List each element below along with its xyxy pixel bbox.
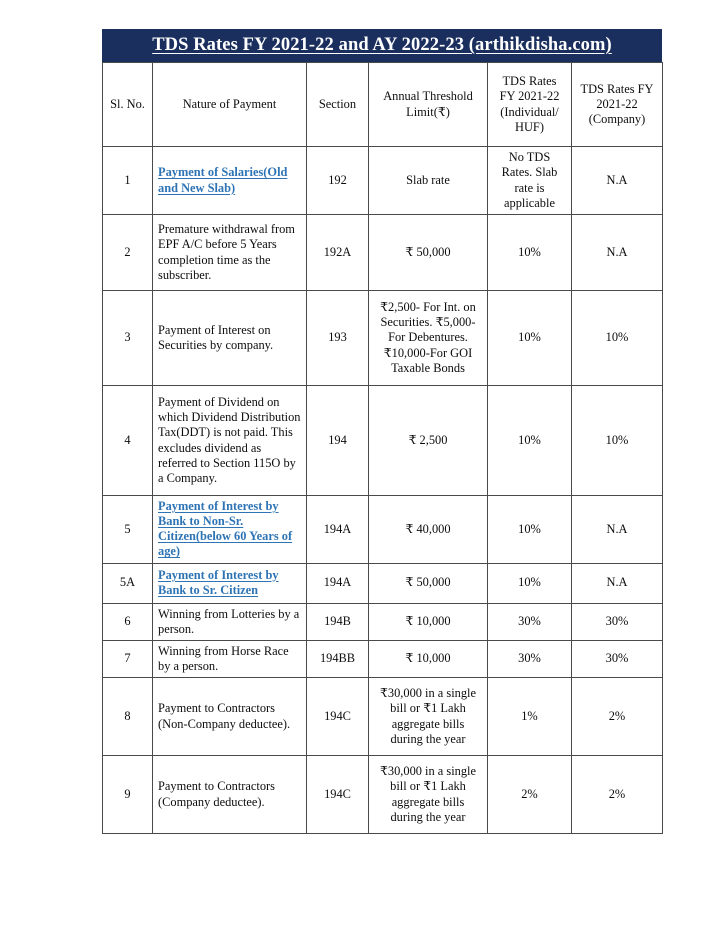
cell-annual-threshold-limit: ₹ 40,000 xyxy=(369,496,488,564)
cell-sl-no: 4 xyxy=(103,386,153,496)
cell-tds-rate-individual: 30% xyxy=(488,640,572,677)
cell-tds-rate-individual: 2% xyxy=(488,756,572,834)
cell-annual-threshold-limit: Slab rate xyxy=(369,147,488,215)
column-header-sl-no-label: Sl. No. xyxy=(110,96,145,111)
cell-section: 194BB xyxy=(307,640,369,677)
cell-nature-of-payment: Winning from Horse Race by a person. xyxy=(153,640,307,677)
cell-tds-rate-individual: 10% xyxy=(488,215,572,291)
cell-tds-rate-company: 10% xyxy=(572,291,663,386)
table-header-row xyxy=(103,63,663,147)
cell-nature-of-payment xyxy=(153,496,307,564)
cell-section: 194 xyxy=(307,386,369,496)
cell-tds-rate-company: 30% xyxy=(572,640,663,677)
cell-tds-rate-company: 10% xyxy=(572,386,663,496)
column-header-tds-rates-individual-huf-line3: (Individual/ xyxy=(500,104,559,119)
cell-annual-threshold-limit: ₹ 10,000 xyxy=(369,640,488,677)
table-header xyxy=(103,63,663,147)
cell-sl-no: 2 xyxy=(103,215,153,291)
column-header-tds-rates-company-line3: (Company) xyxy=(588,112,646,127)
cell-sl-no: 5 xyxy=(103,496,153,564)
cell-section: 194C xyxy=(307,756,369,834)
nature-of-payment-link[interactable]: Payment of Salaries(Old and New Slab) xyxy=(158,165,288,195)
cell-sl-no: 9 xyxy=(103,756,153,834)
cell-annual-threshold-limit: ₹ 50,000 xyxy=(369,215,488,291)
cell-tds-rate-individual: 10% xyxy=(488,563,572,603)
table-row xyxy=(103,147,663,215)
nature-of-payment-link[interactable]: Payment of Interest by Bank to Non-Sr. Citizen(below 60 Years of age) xyxy=(158,499,293,559)
table-row xyxy=(103,386,663,496)
cell-nature-of-payment: Payment of Dividend on which Dividend Distribution Tax(DDT) is not paid. This excludes dividend as referred to Section 115O by a Company. xyxy=(153,386,307,496)
nature-of-payment-link[interactable]: Payment of Interest by Bank to Sr. Citizen xyxy=(158,567,279,597)
cell-tds-rate-company: N.A xyxy=(572,215,663,291)
cell-annual-threshold-limit: ₹ 50,000 xyxy=(369,563,488,603)
cell-tds-rate-company: 30% xyxy=(572,603,663,640)
cell-tds-rate-individual: 1% xyxy=(488,678,572,756)
cell-annual-threshold-limit: ₹30,000 in a single bill or ₹1 Lakh aggregate bills during the year xyxy=(369,756,488,834)
cell-sl-no: 6 xyxy=(103,603,153,640)
column-header-tds-rates-company xyxy=(572,63,663,147)
cell-sl-no: 7 xyxy=(103,640,153,677)
cell-nature-of-payment: Premature withdrawal from EPF A/C before 5 Years completion time as the subscriber. xyxy=(153,215,307,291)
document-title-bar xyxy=(102,29,662,62)
cell-section: 193 xyxy=(307,291,369,386)
cell-nature-of-payment: Payment of Interest on Securities by company. xyxy=(153,291,307,386)
cell-section: 192 xyxy=(307,147,369,215)
table-row xyxy=(103,563,663,603)
cell-tds-rate-company: 2% xyxy=(572,678,663,756)
cell-annual-threshold-limit: ₹30,000 in a single bill or ₹1 Lakh aggregate bills during the year xyxy=(369,678,488,756)
cell-nature-of-payment: Payment to Contractors (Non-Company deductee). xyxy=(153,678,307,756)
column-header-tds-rates-company-line2: 2021-22 xyxy=(596,96,638,111)
cell-sl-no: 8 xyxy=(103,678,153,756)
cell-sl-no: 5A xyxy=(103,563,153,603)
table-row xyxy=(103,640,663,677)
cell-tds-rate-individual: 10% xyxy=(488,386,572,496)
cell-annual-threshold-limit: ₹2,500- For Int. on Securities. ₹5,000- For Debentures. ₹10,000-For GOI Taxable Bonds xyxy=(369,291,488,386)
table-row xyxy=(103,678,663,756)
column-header-annual-threshold-limit xyxy=(369,63,488,147)
table-row xyxy=(103,291,663,386)
cell-section: 194C xyxy=(307,678,369,756)
table-row xyxy=(103,215,663,291)
column-header-annual-threshold-limit-line2: Limit(₹) xyxy=(406,104,450,119)
cell-nature-of-payment xyxy=(153,147,307,215)
cell-tds-rate-company: N.A xyxy=(572,147,663,215)
cell-annual-threshold-limit: ₹ 10,000 xyxy=(369,603,488,640)
column-header-nature-of-payment-label: Nature of Payment xyxy=(182,96,277,111)
column-header-annual-threshold-limit-line1: Annual Threshold xyxy=(383,89,473,104)
cell-tds-rate-individual: 30% xyxy=(488,603,572,640)
cell-section: 194A xyxy=(307,496,369,564)
page-title: TDS Rates FY 2021-22 and AY 2022-23 (arthikdisha.com) xyxy=(152,35,612,56)
cell-tds-rate-company: 2% xyxy=(572,756,663,834)
cell-section: 194A xyxy=(307,563,369,603)
cell-section: 192A xyxy=(307,215,369,291)
tds-rates-document xyxy=(102,29,662,834)
column-header-section-label: Section xyxy=(318,96,357,111)
column-header-tds-rates-individual-huf xyxy=(488,63,572,147)
column-header-sl-no xyxy=(103,63,153,147)
table-row xyxy=(103,603,663,640)
cell-section: 194B xyxy=(307,603,369,640)
column-header-tds-rates-company-line1: TDS Rates FY xyxy=(580,81,654,96)
cell-tds-rate-company: N.A xyxy=(572,563,663,603)
column-header-tds-rates-individual-huf-line1: TDS Rates xyxy=(502,74,557,89)
tds-rates-table xyxy=(102,62,663,834)
cell-tds-rate-company: N.A xyxy=(572,496,663,564)
cell-nature-of-payment xyxy=(153,563,307,603)
column-header-tds-rates-individual-huf-line4: HUF) xyxy=(515,119,544,134)
table-body xyxy=(103,147,663,834)
cell-annual-threshold-limit: ₹ 2,500 xyxy=(369,386,488,496)
cell-sl-no: 1 xyxy=(103,147,153,215)
column-header-tds-rates-individual-huf-line2: FY 2021-22 xyxy=(499,89,560,104)
cell-sl-no: 3 xyxy=(103,291,153,386)
column-header-nature-of-payment xyxy=(153,63,307,147)
table-row xyxy=(103,756,663,834)
table-row xyxy=(103,496,663,564)
cell-tds-rate-individual: 10% xyxy=(488,291,572,386)
cell-nature-of-payment: Payment to Contractors (Company deductee). xyxy=(153,756,307,834)
cell-tds-rate-individual: 10% xyxy=(488,496,572,564)
cell-nature-of-payment: Winning from Lotteries by a person. xyxy=(153,603,307,640)
column-header-section xyxy=(307,63,369,147)
cell-tds-rate-individual: No TDS Rates. Slab rate is applicable xyxy=(488,147,572,215)
